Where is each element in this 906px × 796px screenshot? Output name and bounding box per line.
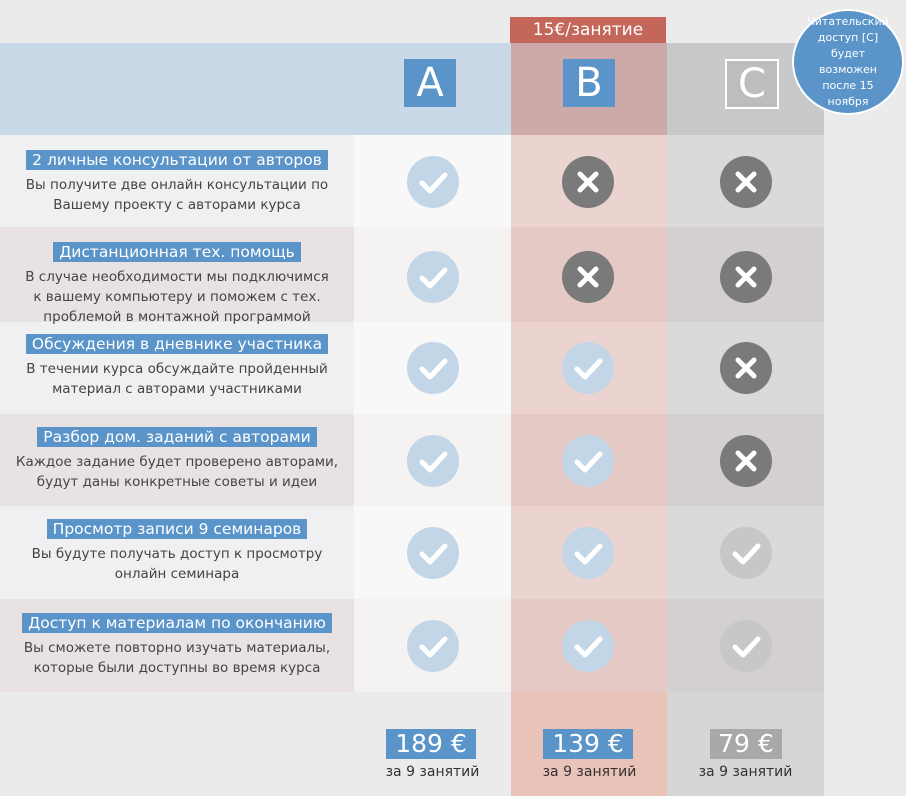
check-circle-icon <box>407 435 459 487</box>
per-lesson-price-tag: 15€/занятие <box>510 17 666 43</box>
reader-access-note <box>792 9 904 115</box>
feature-title <box>0 149 354 171</box>
check-circle-icon <box>720 527 772 579</box>
plan-a-price[interactable]: 189 € <box>386 729 476 759</box>
plan-c-letter[interactable]: C <box>725 59 779 109</box>
feature-title <box>0 241 354 263</box>
feature-title <box>0 612 354 634</box>
feature-title-label: Дистанционная тех. помощь <box>53 242 301 262</box>
plan-a-price-note: за 9 занятий <box>385 764 480 780</box>
feature-title-label: Просмотр записи 9 семинаров <box>47 519 308 539</box>
feature-title <box>0 518 354 540</box>
reader-access-note-text: Читательский доступ [C] будет возможен после 15 ноября <box>807 15 889 108</box>
feature-description: В течении курса обсуждайте пройденный материал с авторами участниками <box>26 361 328 397</box>
plan-c-price-note: за 9 занятий <box>698 764 793 780</box>
plan-a-column <box>354 135 511 692</box>
cross-circle-icon <box>562 156 614 208</box>
feature-title-label: Доступ к материалам по окончанию <box>22 613 332 633</box>
feature-title <box>0 426 354 448</box>
feature-description: Вы получите две онлайн консультации по Вашему проекту с авторами курса <box>25 177 329 213</box>
check-circle-icon <box>407 251 459 303</box>
check-circle-icon <box>407 342 459 394</box>
check-circle-icon <box>407 156 459 208</box>
cross-circle-icon <box>562 251 614 303</box>
plan-b-letter[interactable]: B <box>563 59 615 107</box>
check-circle-icon <box>562 342 614 394</box>
feature-title-label: 2 личные консультации от авторов <box>26 150 328 170</box>
cross-circle-icon <box>720 435 772 487</box>
feature-title <box>0 333 354 355</box>
plan-b-price[interactable]: 139 € <box>543 729 633 759</box>
feature-description: Каждое задание будет проверено авторами, будут даны конкретные советы и идеи <box>15 454 339 490</box>
feature-title-label: Разбор дом. заданий с авторами <box>37 427 317 447</box>
cross-circle-icon <box>720 156 772 208</box>
feature-description: Вы сможете повторно изучать материалы, которые были доступны во время курса <box>23 640 331 676</box>
plan-c-price[interactable]: 79 € <box>710 729 782 759</box>
cross-circle-icon <box>720 342 772 394</box>
check-circle-icon <box>407 620 459 672</box>
plan-a-letter[interactable]: A <box>404 59 456 107</box>
check-circle-icon <box>720 620 772 672</box>
feature-description: В случае необходимости мы подключимся к вашему компьютеру и поможем с тех. проблемой в монтажной программой <box>25 269 329 325</box>
check-circle-icon <box>562 527 614 579</box>
check-circle-icon <box>562 435 614 487</box>
check-circle-icon <box>407 527 459 579</box>
check-circle-icon <box>562 620 614 672</box>
cross-circle-icon <box>720 251 772 303</box>
feature-description: Вы будуте получать доступ к просмотру онлайн семинара <box>31 546 323 582</box>
plan-b-price-note: за 9 занятий <box>542 764 637 780</box>
feature-title-label: Обсуждения в дневнике участника <box>26 334 328 354</box>
